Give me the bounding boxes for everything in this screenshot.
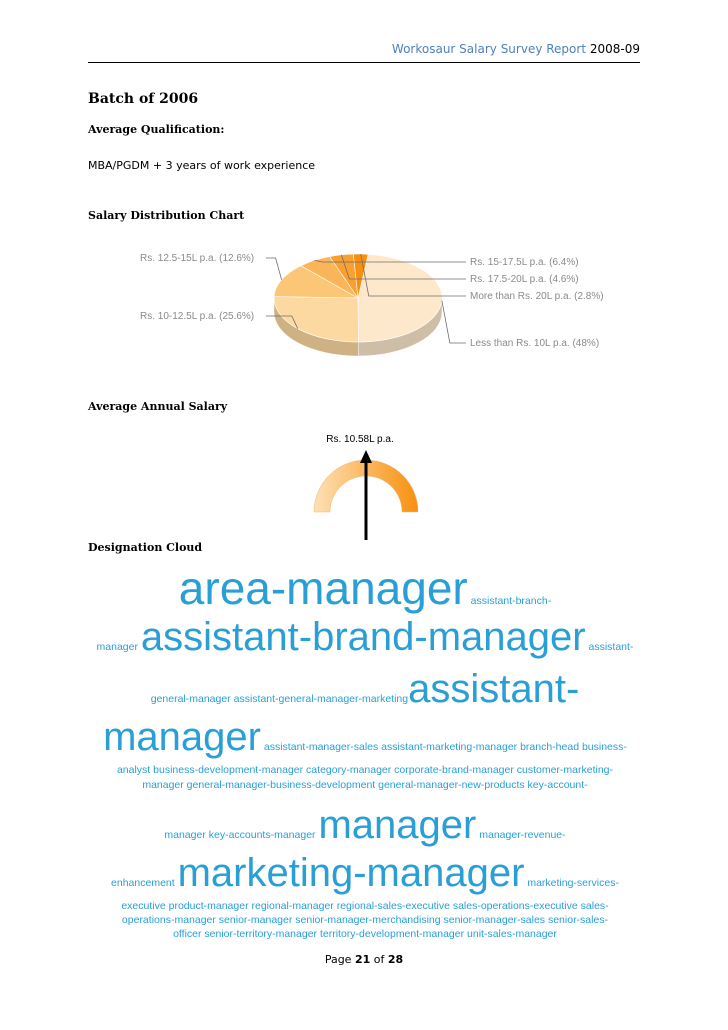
cloud-word: assistant-branch-: [467, 595, 552, 607]
header-year: 2008-09: [589, 42, 640, 56]
cloud-word: assistant-brand-manager: [140, 615, 586, 659]
salary-distribution-pie-chart: [88, 240, 628, 370]
page-total: 28: [387, 953, 404, 966]
pie-label-0: Less than Rs. 10L p.a. (48%): [470, 338, 600, 349]
cloud-line: [95, 669, 635, 709]
cloud-line: [95, 761, 635, 777]
cloud-word: operations-manager senior-manager senior-manager-merchandising senior-manager-sales senior-sales-: [121, 914, 609, 926]
cloud-line: [95, 805, 635, 845]
cloud-line: [95, 617, 635, 657]
batch-heading: Batch of 2006: [88, 91, 199, 107]
cloud-word: analyst business-development-manager category-manager corporate-brand-manager customer-marketing-: [116, 764, 614, 776]
cloud-line: [95, 776, 635, 792]
cloud-word: manager: [103, 715, 261, 759]
qualification-text: MBA/PGDM + 3 years of work experience: [88, 159, 316, 172]
salary-heading: Average Annual Salary: [88, 400, 228, 413]
cloud-line: [95, 562, 635, 614]
header-rule: [88, 62, 640, 63]
cloud-word: manager: [318, 803, 477, 847]
gauge-value-label: Rs. 10.58L p.a.: [326, 434, 394, 445]
cloud-word: general-manager assistant-general-manager-marketing: [150, 693, 409, 705]
cloud-line: [95, 853, 635, 893]
page-of-word: of: [373, 953, 385, 966]
pie-label-5: More than Rs. 20L p.a. (2.8%): [470, 291, 604, 302]
pie-leader-2: [266, 258, 282, 280]
page-header: [88, 42, 640, 56]
qualification-heading: Average Qualification:: [88, 123, 225, 136]
pie-label-1: Rs. 10-12.5L p.a. (25.6%): [140, 311, 255, 322]
gauge-needle-tip: [360, 450, 372, 463]
cloud-heading: Designation Cloud: [88, 541, 203, 554]
cloud-word: manager: [96, 641, 141, 653]
cloud-word: manager general-manager-business-development general-manager-new-products key-account-: [142, 779, 588, 791]
cloud-word: manager key-accounts-manager: [164, 829, 319, 841]
cloud-word: officer senior-territory-manager territory-development-manager unit-sales-manager: [173, 928, 557, 940]
cloud-line: [95, 717, 635, 757]
distribution-heading: Salary Distribution Chart: [88, 209, 245, 222]
pie-leader-0: [442, 301, 466, 343]
cloud-word: assistant-: [408, 667, 580, 711]
cloud-word: assistant-: [585, 641, 634, 653]
salary-gauge: [300, 432, 440, 542]
cloud-word: marketing-services-: [524, 877, 619, 889]
page-number: [0, 953, 728, 966]
pie-label-3: Rs. 15-17.5L p.a. (6.4%): [470, 257, 579, 268]
cloud-word: area-manager: [178, 562, 468, 614]
cloud-word: assistant-manager-sales assistant-marketing-manager branch-head business-: [260, 741, 627, 753]
cloud-word: enhancement: [111, 877, 178, 889]
header-title: Workosaur Salary Survey Report: [391, 42, 587, 56]
cloud-word: manager-revenue-: [476, 829, 566, 841]
page-word: Page: [324, 953, 352, 966]
cloud-word: executive product-manager regional-manager regional-sales-executive sales-operations-executive sales-: [121, 900, 609, 912]
cloud-word: marketing-manager: [177, 851, 525, 895]
pie-label-4: Rs. 17.5-20L p.a. (4.6%): [470, 274, 579, 285]
cloud-line: [95, 925, 635, 941]
pie-label-2: Rs. 12.5-15L p.a. (12.6%): [140, 253, 255, 264]
page-current: 21: [354, 953, 371, 966]
